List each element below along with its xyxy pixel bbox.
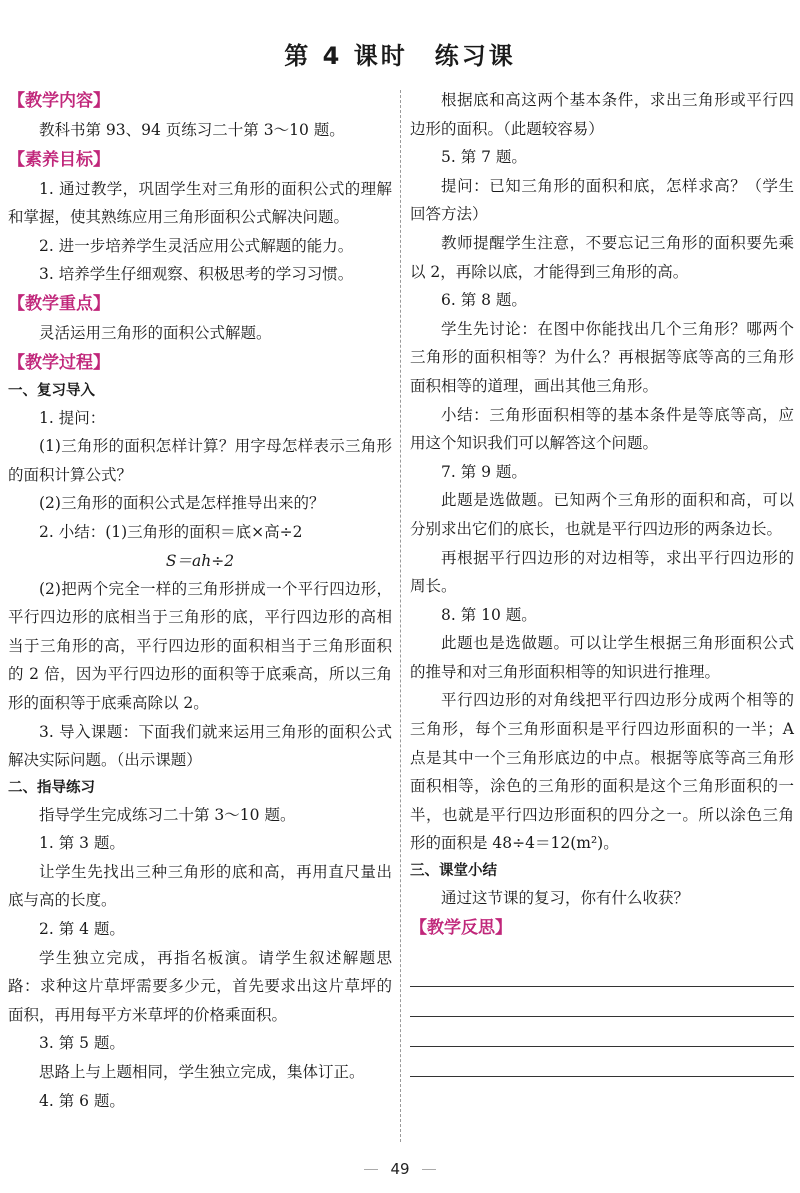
subheading: 二、指导练习 [8, 779, 95, 796]
paragraph: 1. 通过教学，巩固学生对三角形的面积公式的理解和掌握，使其熟练应用三角形面积公式解决问题。 [8, 179, 392, 227]
paragraph: 通过这节课的复习，你有什么收获？ [441, 889, 690, 908]
paragraph: 教师提醒学生注意，不要忘记三角形的面积要先乘以 2，再除以底，才能得到三角形的高。 [410, 233, 794, 281]
area-formula: S＝ah÷2 [165, 551, 235, 570]
section-heading-content: 【教学内容】 [8, 91, 110, 111]
paragraph: 4. 第 6 题。 [39, 1091, 125, 1110]
paragraph: 7. 第 9 题。 [441, 462, 527, 481]
paragraph: 8. 第 10 题。 [441, 605, 537, 624]
writing-line[interactable] [410, 1047, 794, 1077]
paragraph: 让学生先找出三种三角形的底和高，再用直尺量出底与高的长度。 [8, 862, 392, 910]
paragraph: 根据底和高这两个基本条件，求出三角形或平行四边形的面积。（此题较容易） [410, 91, 794, 138]
writing-line[interactable] [410, 957, 794, 987]
right-column [410, 86, 794, 1077]
section-heading-process: 【教学过程】 [8, 352, 110, 373]
paragraph: 3. 第 5 题。 [39, 1034, 125, 1053]
reflection-lines [410, 957, 794, 1077]
paragraph: 2. 进一步培养学生灵活应用公式解题的能力。 [39, 236, 354, 255]
paragraph: 5. 第 7 题。 [441, 148, 527, 167]
paragraph: 小结：三角形面积相等的基本条件是等底等高，应用这个知识我们可以解答这个问题。 [410, 405, 794, 453]
paragraph: 2. 小结：(1)三角形的面积＝底×高÷2 [39, 522, 303, 541]
paragraph: 平行四边形的对角线把平行四边形分成两个相等的三角形，每个三角形面积是平行四边形面积的一半；A 点是其中一个三角形底边的中点。根据等底等高三角形面积相等，涂色的三角形的面积是这个三角形面积的一半，也就是平行四边形面积的四分之一。所以涂色三角形的面积是 48÷4＝12(m²)。 [410, 691, 794, 853]
paragraph: 1. 第 3 题。 [39, 834, 125, 853]
paragraph: 提问：已知三角形的面积和底，怎样求高？（学生回答方法） [410, 176, 794, 224]
footer-dash [422, 1169, 436, 1170]
paragraph: (2)三角形的面积公式是怎样推导出来的？ [39, 494, 325, 513]
paragraph: 1. 提问： [39, 408, 106, 427]
section-heading-focus: 【教学重点】 [8, 293, 110, 314]
paragraph: 学生独立完成，再指名板演。请学生叙述解题思路：求种这片草坪需要多少元，首先要求出这片草坪的面积，再用每平方米草坪的价格乘面积。 [8, 948, 392, 1024]
paragraph: 思路上与上题相同，学生独立完成，集体订正。 [39, 1063, 365, 1082]
writing-line[interactable] [410, 1017, 794, 1047]
paragraph: 灵活运用三角形的面积公式解题。 [39, 323, 272, 342]
paragraph: 教科书第 93、94 页练习二十第 3～10 题。 [39, 121, 345, 139]
paragraph: 3. 导入课题：下面我们就来运用三角形的面积公式解决实际问题。（出示课题） [8, 722, 392, 770]
paragraph: 6. 第 8 题。 [441, 291, 527, 310]
paragraph: 指导学生完成练习二十第 3～10 题。 [39, 805, 296, 824]
paragraph: 3. 培养学生仔细观察、积极思考的学习习惯。 [39, 265, 354, 284]
page-number: 49 [390, 1160, 410, 1178]
paragraph: 学生先讨论：在图中你能找出几个三角形？哪两个三角形的面积相等？为什么？再根据等底等高的三角形面积相等的道理，画出其他三角形。 [410, 319, 794, 395]
paragraph: (2)把两个完全一样的三角形拼成一个平行四边形，平行四边形的底相当于三角形的底，平行四边形的高相当于三角形的高，平行四边形的面积相当于三角形面积的 2 倍，因为平行四边形的面积等于底乘高，所以三角形的面积等于底乘高除以 2。 [8, 579, 392, 712]
left-column [8, 86, 392, 1115]
footer-dash [364, 1169, 378, 1170]
paragraph: (1)三角形的面积怎样计算？用字母怎样表示三角形的面积计算公式？ [8, 437, 392, 484]
paragraph: 再根据平行四边形的对边相等，求出平行四边形的周长。 [410, 548, 794, 596]
page-footer [0, 1160, 800, 1178]
writing-line[interactable] [410, 987, 794, 1017]
subheading: 三、课堂小结 [410, 863, 497, 880]
lesson-title: 第 4 课时 练习课 [284, 42, 516, 70]
paragraph: 2. 第 4 题。 [39, 920, 125, 939]
paragraph: 此题是选做题。已知两个三角形的面积和高，可以分别求出它们的底长，也就是平行四边形的两条边长。 [410, 491, 794, 538]
column-divider [400, 90, 401, 1142]
section-heading-goals: 【素养目标】 [8, 149, 110, 170]
paragraph: 此题也是选做题。可以让学生根据三角形面积公式的推导和对三角形面积相等的知识进行推理。 [410, 634, 794, 681]
section-heading-reflection: 【教学反思】 [410, 917, 512, 938]
subheading: 一、复习导入 [8, 382, 95, 399]
